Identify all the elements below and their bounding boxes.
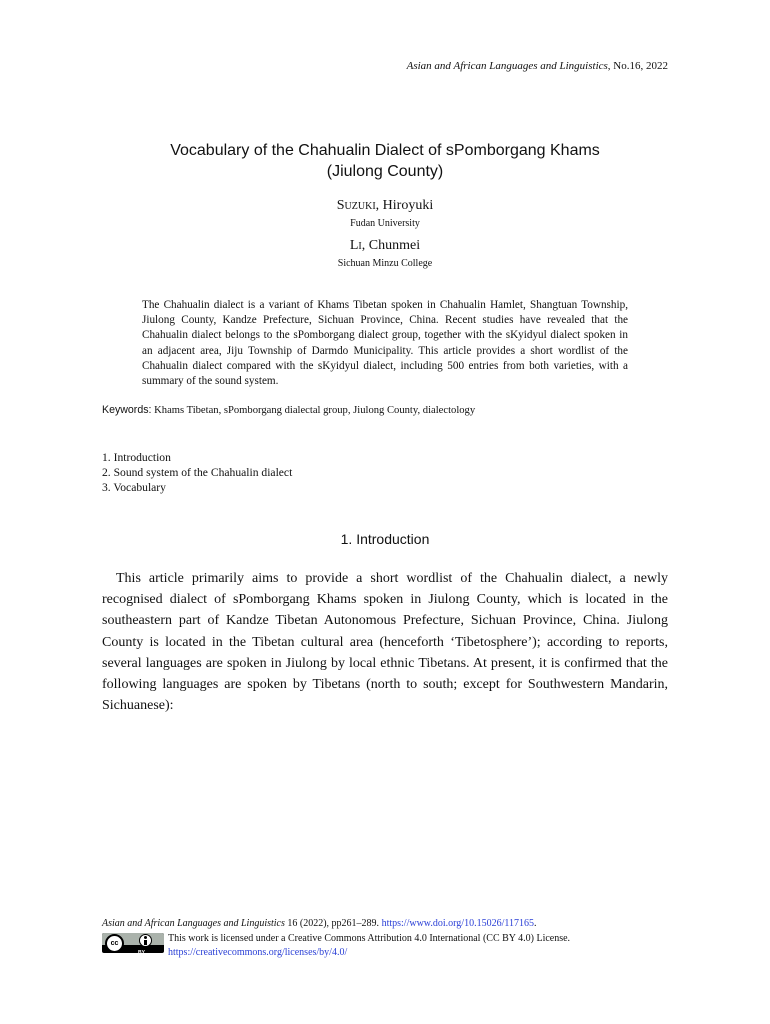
author-2 (0, 238, 770, 254)
footer-citation-text: 16 (2022), pp261–289. (284, 918, 382, 929)
section-heading: 1. Introduction (340, 531, 430, 547)
cc-circle-icon: cc (105, 934, 124, 953)
author-1-affiliation: Fudan University (350, 218, 420, 229)
footer-journal: Asian and African Languages and Linguistics (102, 918, 285, 929)
toc-item: 2. Sound system of the Chahualin dialect (102, 466, 293, 479)
author-2-affiliation: Sichuan Minzu College (337, 258, 433, 269)
keywords (102, 404, 672, 416)
footer-citation (102, 917, 662, 931)
author-1-surname: Suzuki (336, 198, 376, 213)
cc-by-label: BY (138, 950, 145, 953)
author-1 (0, 198, 770, 214)
author-2-given: , Chunmei (361, 238, 421, 253)
paper-title-line-2: (Jiulong County) (326, 163, 444, 180)
running-head (407, 60, 668, 72)
license-lines (168, 932, 662, 960)
license-link[interactable]: https://creativecommons.org/licenses/by/4.0/ (168, 947, 348, 958)
footer-citation-end: . (533, 918, 537, 929)
table-of-contents (102, 450, 292, 495)
toc-item: 1. Introduction (102, 451, 171, 464)
license-text: This work is licensed under a Creative Commons Attribution 4.0 International (CC BY 4.0) License. (168, 933, 571, 944)
author-1-given: , Hiroyuki (375, 198, 434, 213)
footer (102, 917, 662, 960)
toc-item: 3. Vocabulary (102, 481, 166, 494)
author-2-surname: Li (349, 238, 362, 253)
paper-title (0, 140, 770, 182)
doi-link[interactable]: https://www.doi.org/10.15026/117165 (381, 918, 534, 929)
cc-by-badge-icon[interactable] (102, 933, 164, 953)
body-paragraph: This article primarily aims to provide a short wordlist of the Chahualin dialect, a newly recognised dialect of sPomborgang Khams spoken in Jiulong County, which is located in the southeastern part of Kandze Tibetan Autonomous Prefecture, Sichuan Province, China. Jiulong County is located in the Tibetan cultural area (henceforth ‘Tibetosphere’); according to reports, several languages are spoken in Jiulong by local ethnic Tibetans. At present, it is confirmed that the following languages are spoken by Tibetans (north to south; except for Southwestern Mandarin, Sichuanese): (102, 571, 668, 714)
paper-title-line-1: Vocabulary of the Chahualin Dialect of sPomborgang Khams (170, 142, 600, 159)
running-head-journal: Asian and African Languages and Linguistics (406, 60, 608, 72)
keywords-text: Khams Tibetan, sPomborgang dialectal group, Jiulong County, dialectology (154, 405, 476, 416)
abstract: The Chahualin dialect is a variant of Khams Tibetan spoken in Chahualin Hamlet, Shangtuan Township, Jiulong County, Kandze Prefecture, Sichuan Province, China. Recent studies have revealed that the Chahualin dialect belongs to the sPomborgang dialect group, together with the sKyidyul dialect spoken in an adjacent area, Jiju Township of Darmdo Municipality. This article provides a short wordlist of the Chahualin dialect compared with the sKyidyul dialect, including 500 entries from both varieties, with a summary of the sound system. (142, 299, 628, 388)
running-head-issue: , No.16, 2022 (607, 60, 668, 72)
keywords-label: Keywords: (102, 404, 152, 416)
license-row (102, 932, 662, 960)
